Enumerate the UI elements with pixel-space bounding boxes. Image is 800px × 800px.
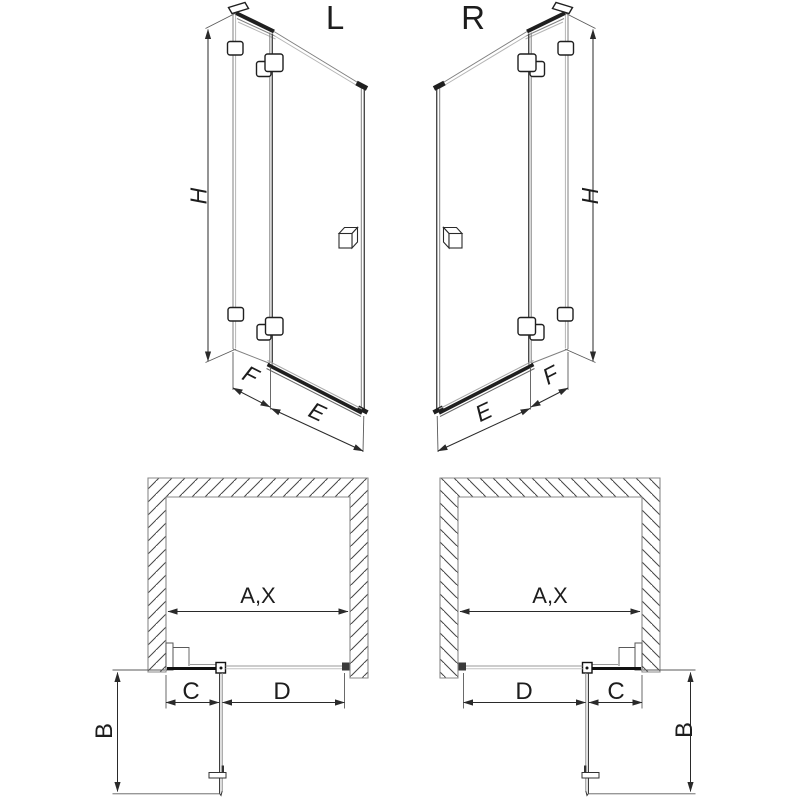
left-3d-fixed-width-label: F xyxy=(238,360,263,390)
right-plan-view xyxy=(440,478,698,796)
left-3d-door-width-label: E xyxy=(304,396,330,427)
left-plan-view xyxy=(91,478,368,796)
right-3d-label: R xyxy=(461,0,485,36)
left-3d-height-label: H xyxy=(185,187,212,205)
right-plan-c-label: C xyxy=(607,678,625,705)
left-plan-b-label: B xyxy=(91,722,118,740)
left-plan-c-label: C xyxy=(182,678,200,705)
right-3d-fixed-width-label: F xyxy=(538,360,563,390)
left-3d-door-assembly xyxy=(206,3,368,453)
right-plan-b-label: B xyxy=(671,721,698,739)
right-plan-assembly xyxy=(440,478,696,796)
left-plan-d-label: D xyxy=(273,678,291,705)
left-plan-assembly xyxy=(113,478,369,796)
right-plan-width-label: A,X xyxy=(532,583,568,608)
right-3d-door-assembly xyxy=(434,3,596,453)
right-3d-view xyxy=(434,0,604,452)
right-3d-height-label: H xyxy=(577,187,603,205)
left-3d-view xyxy=(186,0,368,452)
left-3d-label: L xyxy=(325,0,345,36)
right-plan-d-label: D xyxy=(515,678,533,705)
right-3d-door-width-label: E xyxy=(471,396,497,427)
left-plan-width-label: A,X xyxy=(240,583,276,608)
